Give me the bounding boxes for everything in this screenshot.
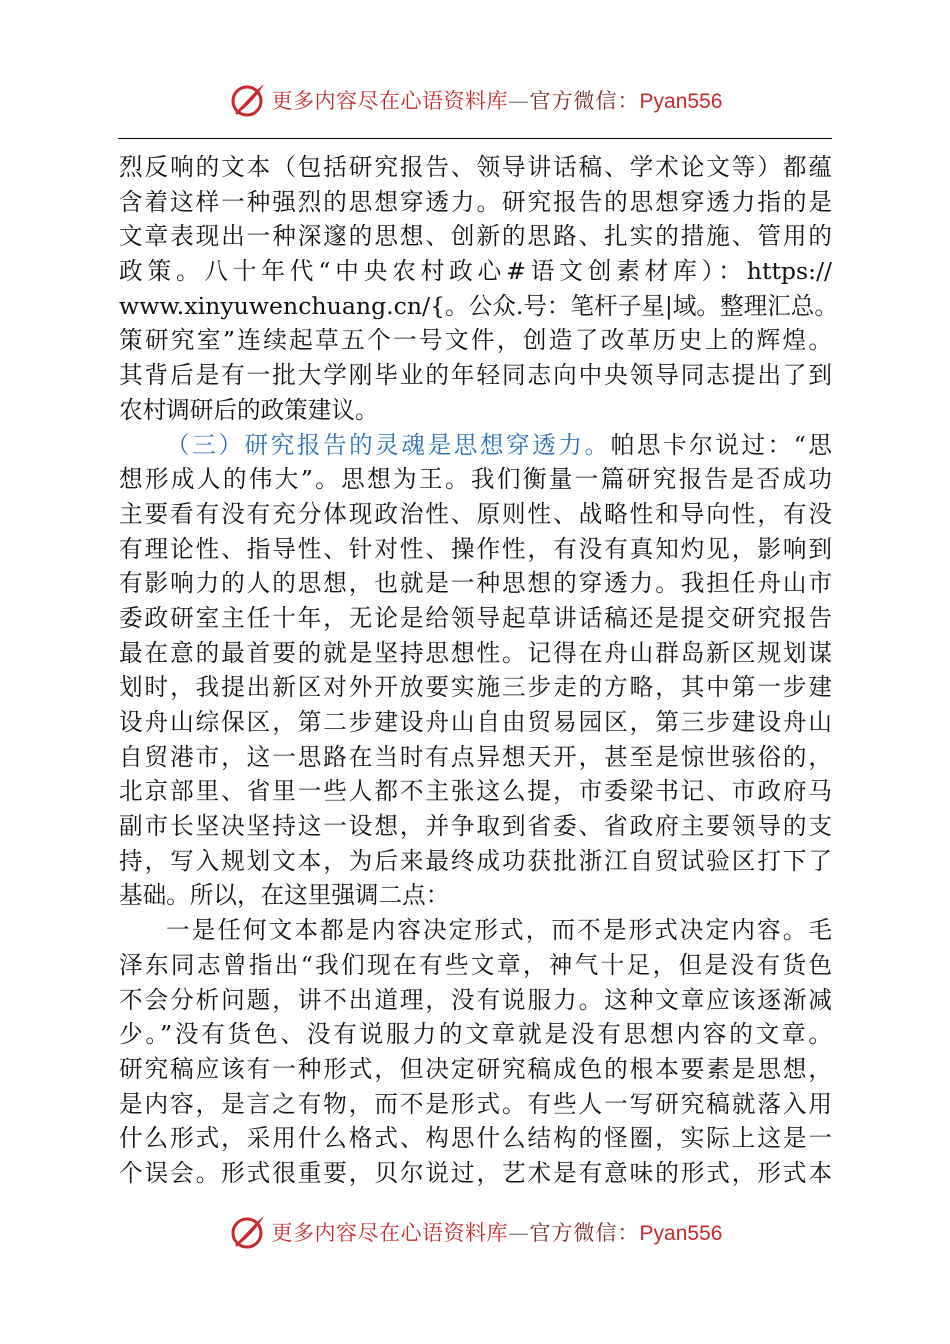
body-line: 不会分析问题，讲不出道理，没有说服力。这种文章应该逐渐减 xyxy=(119,985,832,1014)
body-line: 持，写入规划文本，为后来最终成功获批浙江自贸试验区打下了 xyxy=(119,846,832,875)
body-line: 泽东同志曾指出“我们现在有些文章，神气十足，但是没有货色 xyxy=(119,950,832,979)
body-line: 含着这样一种强烈的思想穿透力。研究报告的思想穿透力指的是 xyxy=(119,187,832,216)
body-line: 烈反响的文本（包括研究报告、领导讲话稿、学术论文等）都蕴 xyxy=(119,153,832,181)
footer-banner-main: 更多内容尽在心语资料库 xyxy=(271,1221,509,1245)
body-line: 是内容，是言之有物，而不是形式。有些人一写研究稿就落入用 xyxy=(119,1089,832,1118)
header-wechat-id: Pyan556 xyxy=(639,90,723,113)
body-line: 有理论性、指导性、针对性、操作性，有没有真知灼见，影响到 xyxy=(119,534,832,563)
body-line: 划时，我提出新区对外开放要实施三步走的方略，其中第一步建 xyxy=(119,673,832,702)
footer-wechat-label: 官方微信： xyxy=(529,1221,640,1245)
body-line: 个误会。形式很重要，贝尔说过，艺术是有意味的形式，形式本 xyxy=(119,1158,832,1187)
body-line: 委政研室主任十年，无论是给领导起草讲话稿还是提交研究报告 xyxy=(119,603,832,632)
body-line: 主要看有没有充分体现政治性、原则性、战略性和导向性，有没 xyxy=(119,499,832,528)
header-wechat-label: 官方微信： xyxy=(529,89,640,113)
footer-banner-text xyxy=(272,1217,723,1247)
body-line: 自贸港市，这一思路在当时有点异想天开，甚至是惊世骇俗的， xyxy=(119,742,832,771)
header-banner xyxy=(0,78,950,122)
body-line: 基础。所以，在这里强调二点： xyxy=(119,881,450,910)
body-line: 策研究室”连续起草五个一号文件，创造了改革历史上的辉煌。 xyxy=(119,326,832,355)
header-divider xyxy=(118,138,832,139)
footer-wechat-id: Pyan556 xyxy=(639,1222,723,1245)
header-banner-main: 更多内容尽在心语资料库 xyxy=(271,89,509,113)
section-heading: （三）研究报告的灵魂是思想穿透力。 xyxy=(166,430,611,459)
document-body xyxy=(119,150,838,1191)
body-line: 其背后是有一批大学刚毕业的年轻同志向中央领导同志提出了到 xyxy=(119,361,832,390)
body-line: 副市长坚决坚持这一设想，并争取到省委、省政府主要领导的支 xyxy=(119,812,832,841)
body-line: 研究稿应该有一种形式，但决定研究稿成色的根本要素是思想， xyxy=(119,1054,832,1083)
body-line: 文章表现出一种深邃的思想、创新的思路、扎实的措施、管用的 xyxy=(119,222,832,251)
header-banner-dash: — xyxy=(508,89,530,113)
section-heading-line xyxy=(119,428,832,463)
quill-logo-icon xyxy=(228,80,268,120)
body-line: 少。”没有货色、没有说服力的文章就是没有思想内容的文章。 xyxy=(119,1020,832,1049)
body-line: 什么形式，采用什么格式、构思什么结构的怪圈，实际上这是一 xyxy=(119,1124,832,1153)
body-line: 有影响力的人的思想，也就是一种思想的穿透力。我担任舟山市 xyxy=(119,569,832,598)
body-line: 设舟山综保区，第二步建设舟山自由贸易园区，第三步建设舟山 xyxy=(119,708,832,736)
footer-banner xyxy=(0,1210,950,1254)
quill-logo-icon xyxy=(228,1212,268,1252)
section-heading-rest: 帕思卡尔说过：“思 xyxy=(610,430,833,459)
body-line: 农村调研后的政策建议。 xyxy=(119,395,379,424)
footer-banner-dash: — xyxy=(508,1221,530,1245)
body-line: 想形成人的伟大”。思想为王。我们衡量一篇研究报告是否成功 xyxy=(119,465,832,494)
body-line: 北京部里、省里一些人都不主张这么提，市委梁书记、市政府马 xyxy=(119,777,832,806)
body-line: 政策。八十年代“中央农村政心#语文创素材库）：https:// xyxy=(119,257,832,286)
body-line: www.xinyuwenchuang.cn/{。公众.号：笔杆子星|域。整理汇总。 xyxy=(119,291,838,320)
body-line: 最在意的最首要的就是坚持思想性。记得在舟山群岛新区规划谋 xyxy=(119,638,832,667)
header-banner-text xyxy=(272,85,723,115)
body-line: 一是任何文本都是内容决定形式，而不是形式决定内容。毛 xyxy=(166,916,832,945)
